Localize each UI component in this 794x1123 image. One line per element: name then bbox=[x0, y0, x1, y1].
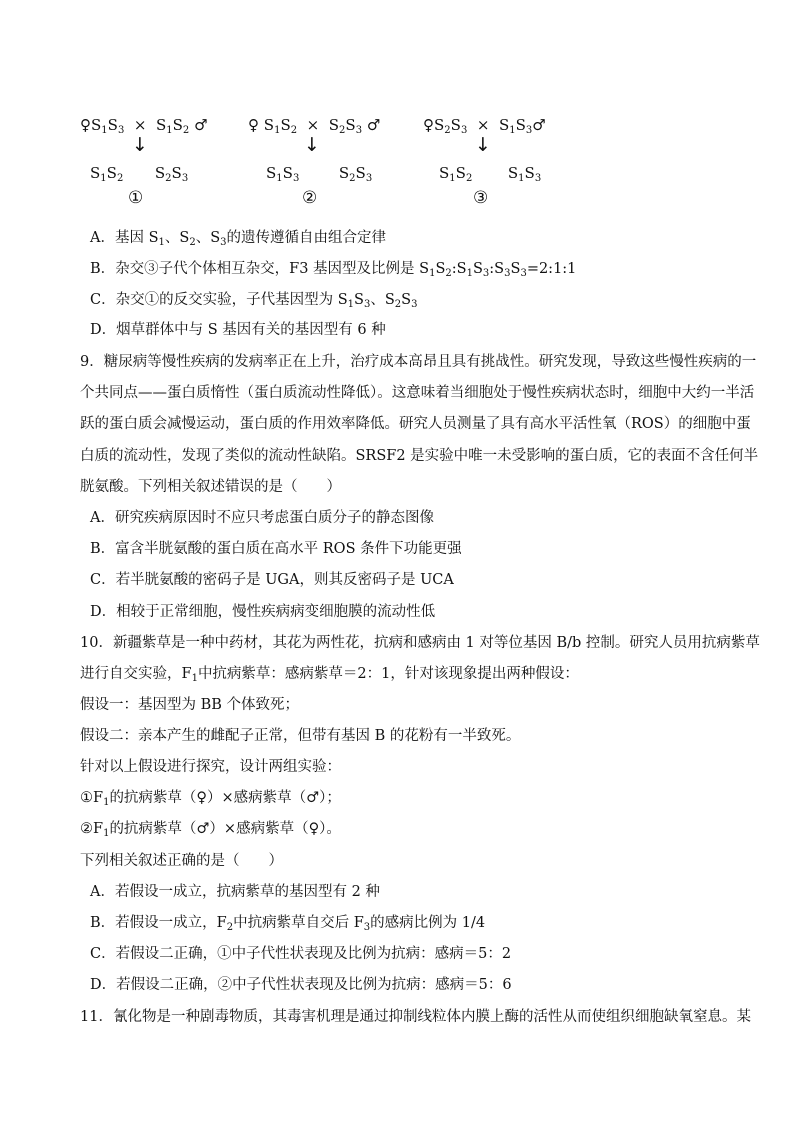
offspring-genotype: $S_2S_3$ bbox=[338, 164, 373, 184]
q9-option-a: A．研究疾病原因时不应只考虑蛋白质分子的静态图像 bbox=[90, 510, 434, 526]
cross-number-label: ② bbox=[302, 188, 318, 208]
q10-stem-line-2: 进行自交实验，$F_1$中抗病紫草：感病紫草＝2：1，针对该现象提出两种假设： bbox=[80, 666, 579, 684]
offspring-genotype: $S_1S_3$ bbox=[266, 164, 300, 184]
female-genotype: $S_2S_3$ bbox=[434, 116, 468, 136]
q9-option-d: D．相较于正常细胞，慢性疾病病变细胞膜的流动性低 bbox=[90, 604, 436, 620]
q9-stem-line-3: 跃的蛋白质会减慢运动，蛋白质的作用效率降低。研究人员测量了具有高水平活性氧（ROS）的细胞中蛋 bbox=[80, 416, 751, 432]
q10-experiment-1: $①F_1$的抗病紫草（♀）×感病紫草（♂）； bbox=[80, 790, 341, 808]
q10-option-d: D．若假设二正确，②中子代性状表现及比例为抗病：感病＝5：6 bbox=[90, 977, 512, 993]
q10-option-c: C．若假设二正确，①中子代性状表现及比例为抗病：感病＝5：2 bbox=[90, 946, 512, 962]
male-symbol: ♂ bbox=[366, 116, 381, 134]
q9-stem-line-5: 胱氨酸。下列相关叙述错误的是（ ） bbox=[80, 479, 341, 495]
q8-option-a: A．基因 $S_1$、$S_2$、$S_3$的遗传遵循自由组合定律 bbox=[90, 230, 387, 248]
q9-option-b: B．富含半胱氨酸的蛋白质在高水平 ROS 条件下功能更强 bbox=[90, 541, 462, 557]
cross-symbol: × bbox=[133, 116, 147, 134]
offspring-genotype: $S_1S_3$ bbox=[507, 164, 542, 184]
q10-hypothesis-1: 假设一：基因型为 BB 个体致死； bbox=[80, 697, 300, 713]
cross-1 bbox=[80, 116, 208, 208]
cross-2 bbox=[248, 116, 381, 208]
q9-stem-line-1: 9．糖尿病等慢性疾病的发病率正在上升，治疗成本高昂且具有挑战性。研究发现，导致这些慢性疾病的一 bbox=[80, 354, 757, 370]
female-symbol: ♀ bbox=[80, 116, 91, 134]
down-arrow-icon: ↓ bbox=[475, 134, 491, 156]
q11-stem-line-1: 11．氰化物是一种剧毒物质，其毒害机理是通过抑制线粒体内膜上酶的活性从而使组织细胞缺氧窒息。某 bbox=[80, 1009, 751, 1025]
q10-option-a: A．若假设一成立，抗病紫草的基因型有 2 种 bbox=[90, 884, 380, 900]
offspring-genotype: $S_1S_2$ bbox=[90, 164, 124, 184]
cross-3-offspring bbox=[439, 164, 542, 184]
cross-1-offspring bbox=[90, 164, 189, 184]
down-arrow-icon: ↓ bbox=[132, 134, 148, 156]
male-symbol: ♂ bbox=[532, 116, 546, 134]
cross-symbol: × bbox=[476, 116, 490, 134]
q10-experiment-2: $②F_1$的抗病紫草（♂）×感病紫草（♀）。 bbox=[80, 821, 341, 839]
male-symbol: ♂ bbox=[194, 116, 208, 134]
cross-3 bbox=[423, 116, 546, 208]
cross-number-label: ③ bbox=[473, 188, 489, 208]
female-genotype: $S_1S_2$ bbox=[263, 116, 298, 136]
q10-hypothesis-2: 假设二：亲本产生的雌配子正常，但带有基因 B 的花粉有一半致死。 bbox=[80, 728, 521, 744]
cross-number-label: ① bbox=[128, 188, 144, 208]
q8-option-d: D．烟草群体中与 S 基因有关的基因型有 6 种 bbox=[90, 322, 386, 338]
male-genotype: $S_1S_2$ bbox=[155, 116, 190, 136]
q10-design: 针对以上假设进行探究，设计两组实验： bbox=[80, 759, 341, 775]
q8-option-b: B．杂交③子代个体相互杂交，F3 基因型及比例是 $S_1S_2:S_1S_3:S_3S_3=2:1:1$ bbox=[90, 261, 577, 279]
down-arrow-icon: ↓ bbox=[304, 134, 320, 156]
q10-stem-line-1: 10．新疆紫草是一种中药材，其花为两性花，抗病和感病由 1 对等位基因 B/b 控制。研究人员用抗病紫草 bbox=[80, 635, 760, 651]
offspring-genotype: $S_1S_2$ bbox=[439, 164, 473, 184]
female-symbol: ♀ bbox=[423, 116, 434, 134]
female-genotype: $S_1S_3$ bbox=[91, 116, 125, 136]
female-symbol: ♀ bbox=[248, 116, 259, 134]
cross-2-offspring bbox=[266, 164, 373, 184]
q9-stem-line-4: 白质的流动性，发现了类似的流动性缺陷。SRSF2 是实验中唯一未受影响的蛋白质，它的表面不含任何半 bbox=[80, 448, 759, 464]
q8-option-c: C．杂交①的反交实验，子代基因型为 $S_1S_3$、$S_2S_3$ bbox=[90, 292, 418, 310]
male-genotype: $S_2S_3$ bbox=[328, 116, 363, 136]
q9-option-c: C．若半胱氨酸的密码子是 UGA，则其反密码子是 UCA bbox=[90, 572, 454, 588]
q9-stem-line-2: 个共同点——蛋白质惰性（蛋白质流动性降低）。这意味着当细胞处于慢性疾病状态时，细胞中大约一半活 bbox=[80, 385, 755, 401]
male-genotype: $S_1S_3$ bbox=[498, 116, 533, 136]
offspring-genotype: $S_2S_3$ bbox=[154, 164, 189, 184]
q10-option-b: B．若假设一成立，$F_2$中抗病紫草自交后 $F_3$的感病比例为 1/4 bbox=[90, 915, 486, 933]
q10-stem-question: 下列相关叙述正确的是（ ） bbox=[80, 853, 283, 869]
cross-symbol: × bbox=[306, 116, 320, 134]
